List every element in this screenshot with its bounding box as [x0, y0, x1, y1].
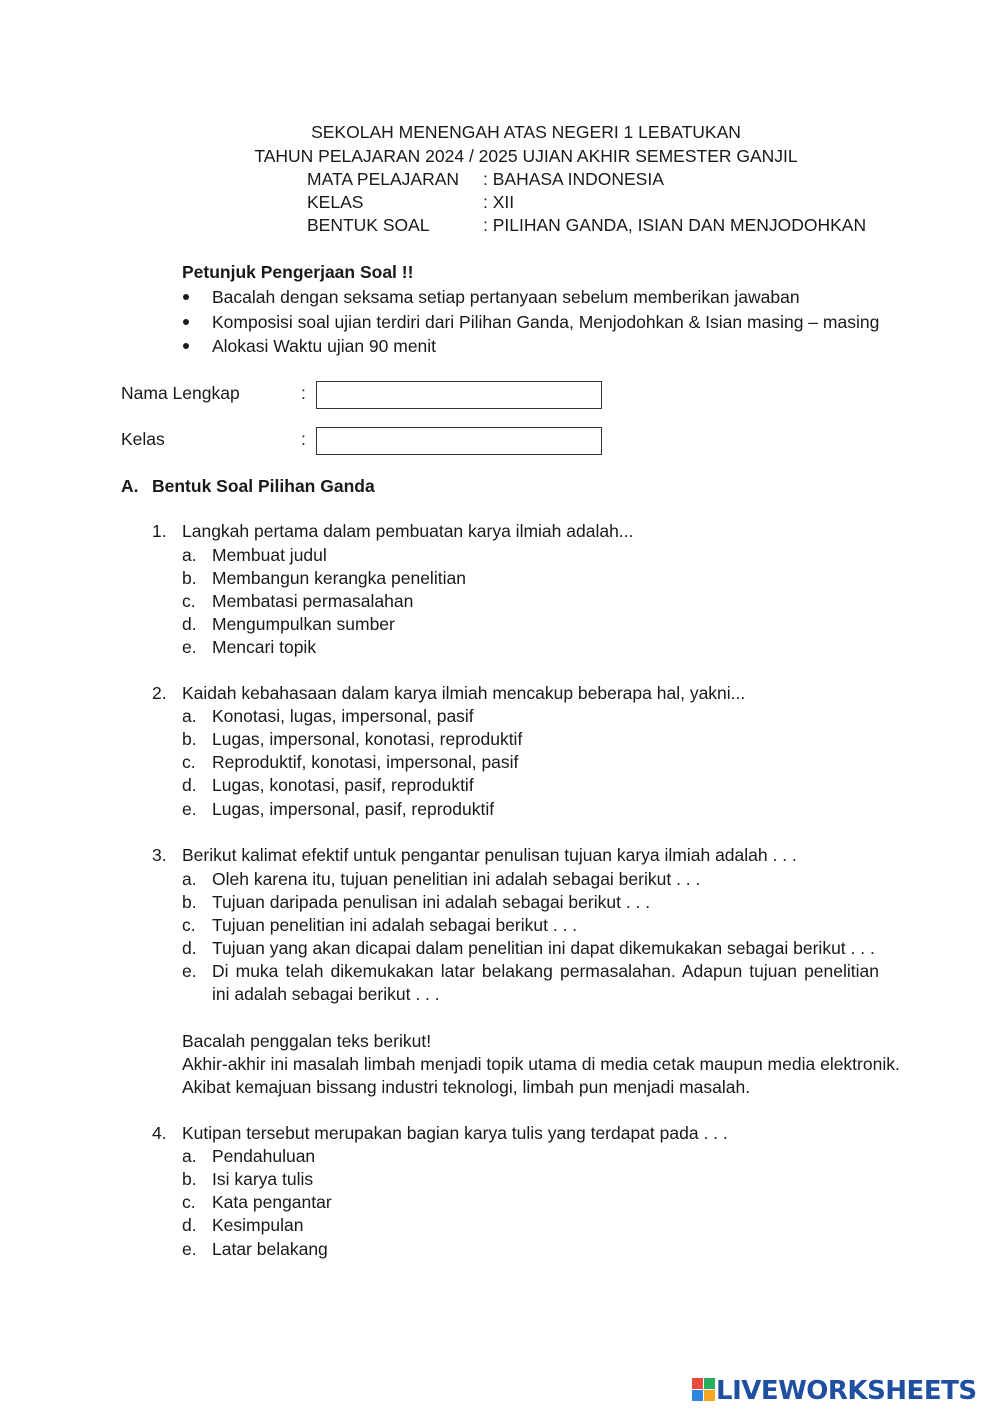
option-text[interactable]: Lugas, impersonal, pasif, reproduktif	[212, 799, 495, 819]
question-text: Kaidah kebahasaan dalam karya ilmiah mencakup beberapa hal, yakni...	[182, 683, 746, 703]
question-number: 4.	[152, 1123, 167, 1143]
option-text[interactable]: Mengumpulkan sumber	[212, 614, 395, 634]
option-text[interactable]: Di muka telah dikemukakan latar belakang permasalahan. Adapun tujuan penelitian ini adalah sebagai berikut . . .	[212, 961, 879, 1004]
option-text[interactable]: Kata pengantar	[212, 1192, 332, 1212]
option-text[interactable]: Konotasi, lugas, impersonal, pasif	[212, 706, 474, 726]
logo-cube	[692, 1390, 703, 1401]
option-text[interactable]: Tujuan penelitian ini adalah sebagai berikut . . .	[212, 915, 578, 935]
info-label-class: KELAS	[307, 192, 364, 212]
passage-intro: Bacalah penggalan teks berikut!	[182, 1031, 432, 1051]
option-letter: c.	[182, 915, 196, 935]
school-name: SEKOLAH MENENGAH ATAS NEGERI 1 LEBATUKAN	[311, 122, 741, 142]
option-letter: e.	[182, 961, 197, 981]
option-letter: c.	[182, 591, 196, 611]
passage-line: Akibat kemajuan bissang industri teknologi, limbah pun menjadi masalah.	[182, 1077, 751, 1097]
bullet-icon	[183, 319, 189, 325]
option-text[interactable]: Membangun kerangka penelitian	[212, 568, 466, 588]
logo-cubes-icon	[692, 1378, 716, 1402]
name-label: Nama Lengkap	[121, 383, 240, 403]
instructions-title: Petunjuk Pengerjaan Soal !!	[182, 262, 414, 282]
option-letter: d.	[182, 1215, 197, 1235]
question-number: 3.	[152, 845, 167, 865]
name-colon: :	[301, 383, 306, 403]
logo-cube	[704, 1390, 715, 1401]
question-text: Berikut kalimat efektif untuk pengantar penulisan tujuan karya ilmiah adalah . . .	[182, 845, 797, 865]
info-label-type: BENTUK SOAL	[307, 215, 430, 235]
option-letter: e.	[182, 637, 197, 657]
option-letter: d.	[182, 775, 197, 795]
option-letter: a.	[182, 545, 197, 565]
passage-line: Akhir-akhir ini masalah limbah menjadi topik utama di media cetak maupun media elektronik.	[182, 1054, 900, 1074]
option-text[interactable]: Membatasi permasalahan	[212, 591, 414, 611]
option-letter: a.	[182, 869, 197, 889]
info-value-type: : PILIHAN GANDA, ISIAN DAN MENJODOHKAN	[483, 215, 867, 235]
bullet-icon	[183, 294, 189, 300]
logo-text: LIVEWORKSHEETS	[716, 1376, 977, 1406]
section-title: Bentuk Soal Pilihan Ganda	[152, 476, 375, 496]
option-text[interactable]: Lugas, konotasi, pasif, reproduktif	[212, 775, 474, 795]
bullet-icon	[183, 343, 189, 349]
option-text[interactable]: Oleh karena itu, tujuan penelitian ini adalah sebagai berikut . . .	[212, 869, 701, 889]
class-label: Kelas	[121, 429, 165, 449]
instruction-item: Komposisi soal ujian terdiri dari Pilihan Ganda, Menjodohkan & Isian masing – masing	[212, 312, 880, 332]
option-text[interactable]: Isi karya tulis	[212, 1169, 314, 1189]
instruction-item: Alokasi Waktu ujian 90 menit	[212, 336, 437, 356]
option-letter: c.	[182, 752, 196, 772]
option-letter: b.	[182, 1169, 197, 1189]
logo-cube	[704, 1378, 715, 1389]
option-letter: e.	[182, 799, 197, 819]
option-text[interactable]: Latar belakang	[212, 1239, 328, 1259]
option-text[interactable]: Lugas, impersonal, konotasi, reproduktif	[212, 729, 523, 749]
option-letter: b.	[182, 568, 197, 588]
question-text: Kutipan tersebut merupakan bagian karya tulis yang terdapat pada . . .	[182, 1123, 728, 1143]
option-letter: d.	[182, 614, 197, 634]
option-text[interactable]: Tujuan yang akan dicapai dalam penelitian ini dapat dikemukakan sebagai berikut . . .	[212, 938, 875, 958]
question-number: 1.	[152, 521, 167, 541]
logo-cube	[692, 1378, 703, 1389]
option-letter: a.	[182, 1146, 197, 1166]
class-input[interactable]	[316, 427, 602, 455]
option-letter: b.	[182, 729, 197, 749]
option-text[interactable]: Tujuan daripada penulisan ini adalah sebagai berikut . . .	[212, 892, 651, 912]
option-text[interactable]: Reproduktif, konotasi, impersonal, pasif	[212, 752, 519, 772]
info-label-subject: MATA PELAJARAN	[307, 169, 460, 189]
option-text[interactable]: Membuat judul	[212, 545, 327, 565]
option-letter: e.	[182, 1239, 197, 1259]
name-input[interactable]	[316, 381, 602, 409]
info-value-subject: : BAHASA INDONESIA	[483, 169, 664, 189]
option-letter: c.	[182, 1192, 196, 1212]
option-letter: b.	[182, 892, 197, 912]
option-text[interactable]: Kesimpulan	[212, 1215, 304, 1235]
section-letter: A.	[121, 476, 139, 496]
option-text[interactable]: Pendahuluan	[212, 1146, 316, 1166]
instruction-item: Bacalah dengan seksama setiap pertanyaan sebelum memberikan jawaban	[212, 287, 800, 307]
question-text: Langkah pertama dalam pembuatan karya ilmiah adalah...	[182, 521, 634, 541]
option-letter: d.	[182, 938, 197, 958]
option-text[interactable]: Mencari topik	[212, 637, 317, 657]
question-number: 2.	[152, 683, 167, 703]
info-value-class: : XII	[483, 192, 515, 212]
exam-year: TAHUN PELAJARAN 2024 / 2025 UJIAN AKHIR SEMESTER GANJIL	[254, 146, 798, 166]
class-colon: :	[301, 429, 306, 449]
option-letter: a.	[182, 706, 197, 726]
